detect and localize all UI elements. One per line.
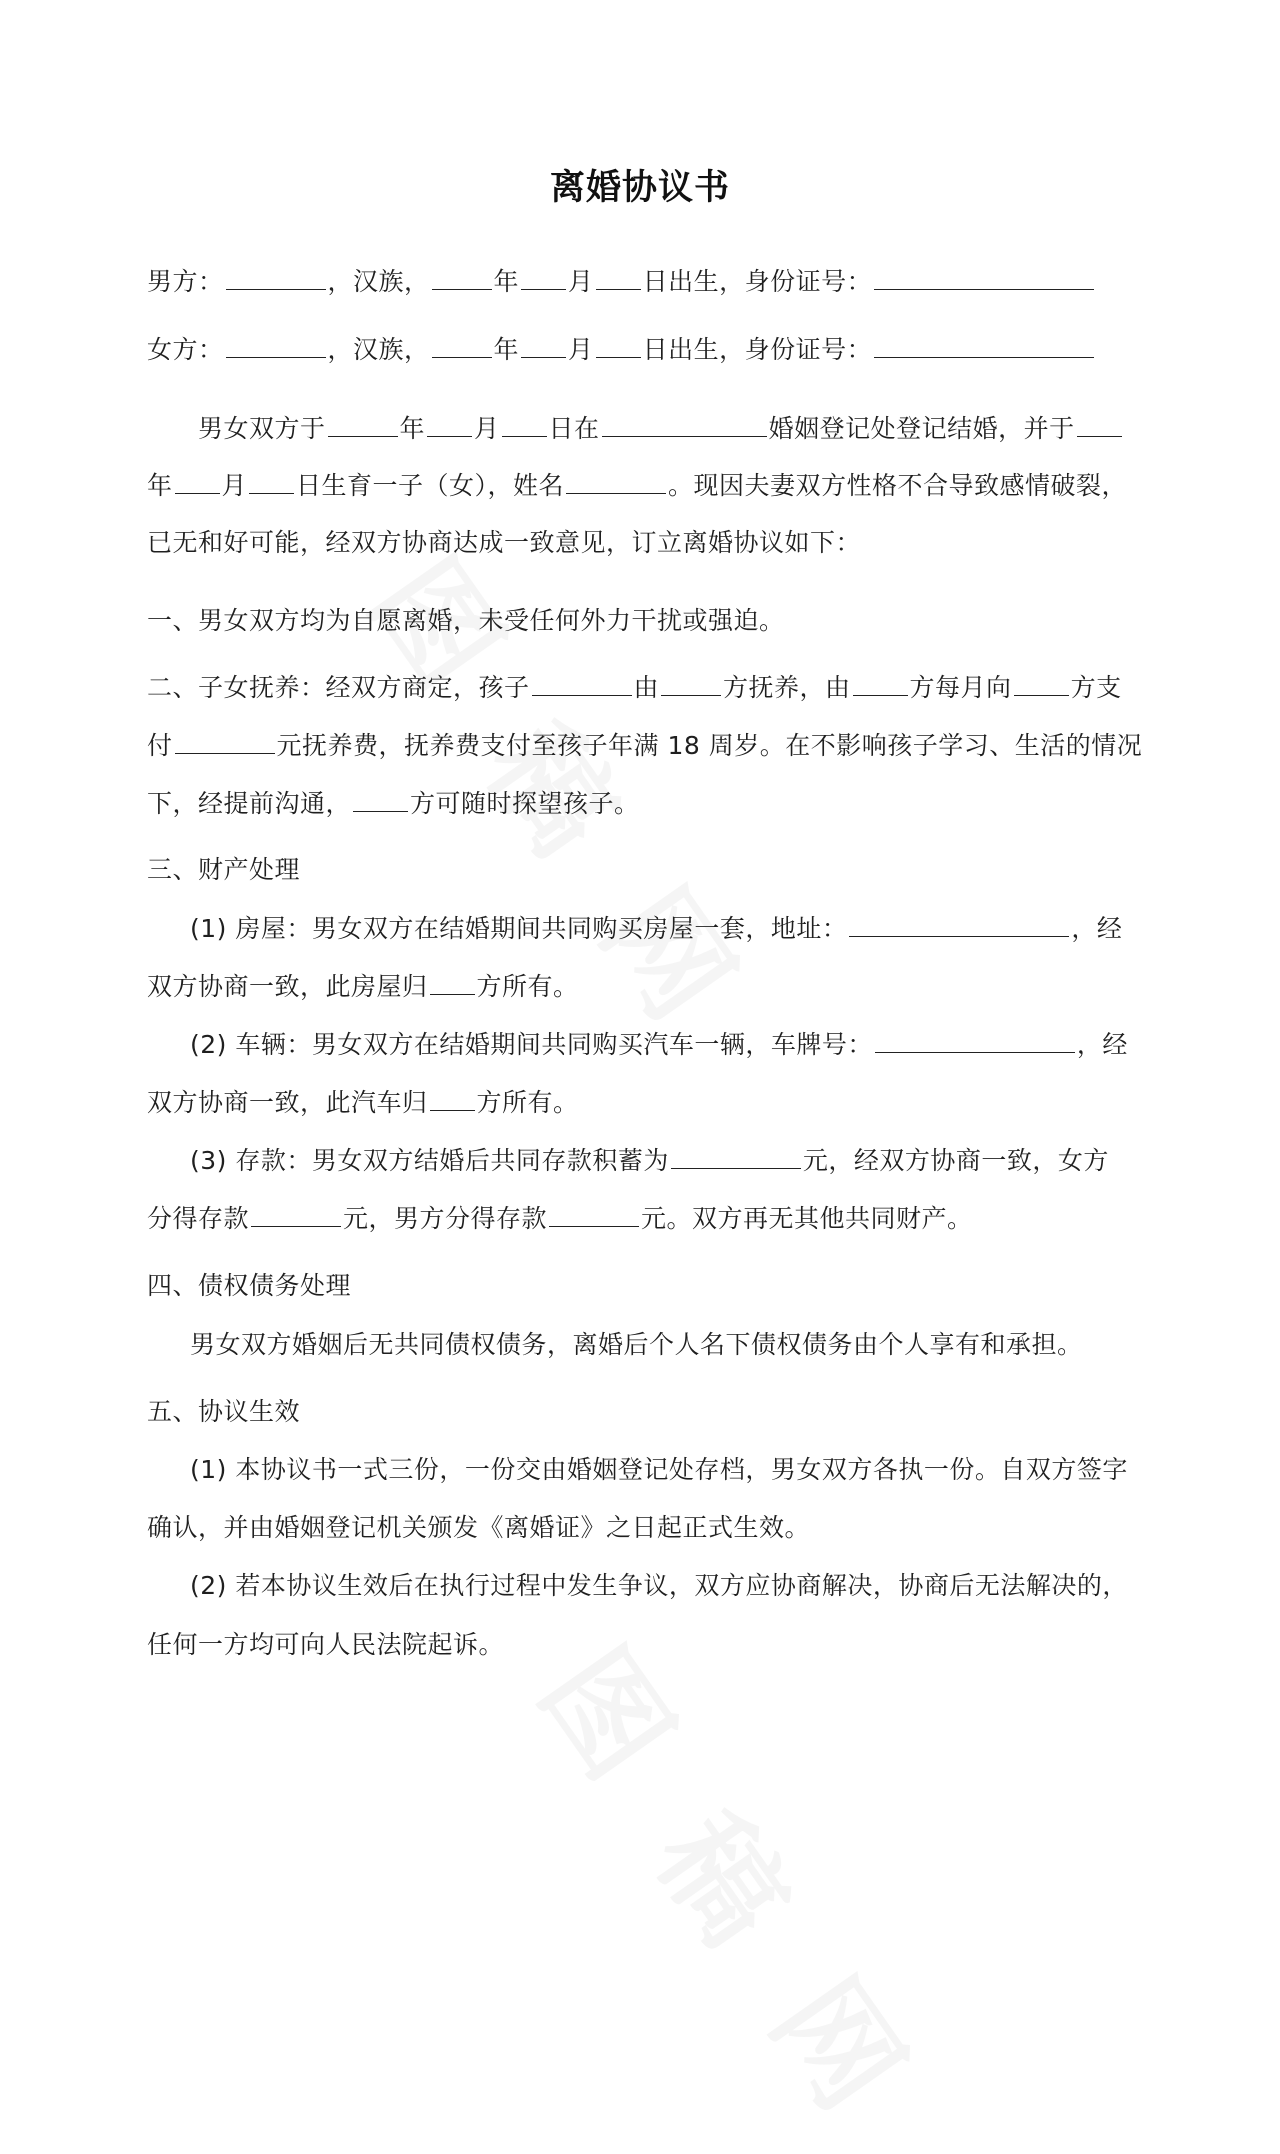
house-line-1 [190, 910, 1122, 947]
section-2-text: 方支 [1070, 673, 1122, 702]
female-id-blank[interactable] [874, 331, 1094, 358]
savings-text: 元。双方再无其他共同财产。 [641, 1204, 973, 1233]
female-savings-blank[interactable] [251, 1200, 341, 1227]
female-birth-day-blank[interactable] [596, 331, 641, 358]
car-text: 双方协商一致，此汽车归 [147, 1088, 428, 1117]
day-label: 日在 [548, 414, 600, 443]
section-4-text: 男女双方婚姻后无共同债权债务，离婚后个人名下债权债务由个人享有和承担。 [190, 1330, 1083, 1359]
savings-total-blank[interactable] [671, 1142, 801, 1169]
female-birth-year-blank[interactable] [432, 331, 492, 358]
child-blank[interactable] [532, 669, 632, 696]
year-label: 年 [493, 267, 520, 296]
intro-text: 日生育一子（女），姓名 [296, 471, 565, 500]
house-owner-blank[interactable] [430, 968, 475, 995]
intro-line-2 [147, 467, 1127, 504]
month-label: 月 [474, 414, 500, 443]
car-line-1 [190, 1026, 1128, 1063]
savings-text: 元，男方分得存款 [343, 1204, 548, 1233]
registry-office-blank[interactable] [602, 410, 767, 437]
document-title: 离婚协议书 [549, 167, 730, 208]
month-label: 月 [568, 267, 594, 296]
section-2-text: 方每月向 [909, 673, 1012, 702]
intro-text: 男女双方于 [198, 414, 326, 443]
male-label: 男方： [147, 267, 224, 296]
section-5-p2-line-1: (2) 若本协议生效后在执行过程中发生争议，双方应协商解决，协商后无法解决的， [190, 1571, 1128, 1600]
male-party-line [147, 263, 1096, 300]
year-label: 年 [493, 335, 520, 364]
section-5-heading: 五、协议生效 [147, 1397, 301, 1426]
section-2-line-3 [147, 785, 640, 822]
female-label: 女方： [147, 335, 224, 364]
year-label: 年 [147, 471, 173, 500]
plate-number-blank[interactable] [875, 1026, 1075, 1053]
intro-line-1 [198, 410, 1124, 447]
child-birth-day-blank[interactable] [249, 467, 294, 494]
savings-text: (3) 存款：男女双方结婚后共同存款积蓄为 [190, 1146, 669, 1175]
house-text: ，经 [1071, 914, 1123, 943]
child-birth-year-blank[interactable] [1077, 410, 1122, 437]
support-amount-blank[interactable] [175, 727, 275, 754]
car-text: ，经 [1076, 1030, 1128, 1059]
male-birth-day-blank[interactable] [596, 263, 641, 290]
section-2-text: 方抚养，由 [723, 673, 851, 702]
car-text: 方所有。 [476, 1088, 579, 1117]
house-text: (1) 房屋：男女双方在结婚期间共同购买房屋一套，地址： [190, 914, 848, 943]
savings-line-1 [190, 1142, 1109, 1179]
child-name-blank[interactable] [566, 467, 666, 494]
female-party-line [147, 331, 1096, 368]
section-5-p1-line-2: 确认，并由婚姻登记机关颁发《离婚证》之日起正式生效。 [147, 1513, 811, 1542]
section-5-p2-line-2: 任何一方均可向人民法院起诉。 [147, 1630, 505, 1659]
watermark-bottom [509, 1610, 962, 2154]
section-2-text: 元抚养费，抚养费支付至孩子年满 18 周岁。在不影响孩子学习、生活的情况 [276, 731, 1143, 760]
marriage-day-blank[interactable] [502, 410, 547, 437]
savings-text: 分得存款 [147, 1204, 250, 1233]
section-2-text: 方可随时探望孩子。 [410, 789, 640, 818]
birth-id-label: 日出生，身份证号： [642, 267, 873, 296]
intro-text: 婚姻登记处登记结婚，并于 [768, 414, 1075, 443]
car-line-2 [147, 1084, 579, 1121]
section-2-text: 下，经提前沟通， [147, 789, 352, 818]
year-label: 年 [399, 414, 426, 443]
male-birth-month-blank[interactable] [521, 263, 566, 290]
car-owner-blank[interactable] [430, 1084, 475, 1111]
month-label: 月 [221, 471, 248, 500]
receiving-party-blank[interactable] [1014, 669, 1069, 696]
marriage-month-blank[interactable] [427, 410, 472, 437]
intro-text: 。现因夫妻双方性格不合导致感情破裂， [668, 471, 1128, 500]
female-birth-month-blank[interactable] [521, 331, 566, 358]
marriage-year-blank[interactable] [328, 410, 398, 437]
section-2-heading: 二、子女抚养：经双方商定，孩子 [147, 673, 530, 702]
male-name-blank[interactable] [226, 263, 326, 290]
birth-id-label: 日出生，身份证号： [642, 335, 873, 364]
month-label: 月 [568, 335, 594, 364]
child-birth-month-blank[interactable] [175, 467, 220, 494]
section-4-heading: 四、债权债务处理 [147, 1271, 352, 1300]
section-2-line-1 [147, 669, 1122, 706]
car-text: (2) 车辆：男女双方在结婚期间共同购买汽车一辆，车牌号： [190, 1030, 873, 1059]
visiting-party-blank[interactable] [353, 785, 408, 812]
section-3-heading: 三、财产处理 [147, 855, 301, 884]
savings-line-2 [147, 1200, 973, 1237]
male-birth-year-blank[interactable] [432, 263, 492, 290]
savings-text: 元，经双方协商一致，女方 [802, 1146, 1109, 1175]
house-address-blank[interactable] [849, 910, 1069, 937]
section-5-p1-line-1: (1) 本协议书一式三份，一份交由婚姻登记处存档，男女双方各执一份。自双方签字 [190, 1455, 1128, 1484]
section-2-text: 由 [633, 673, 660, 702]
female-name-blank[interactable] [226, 331, 326, 358]
female-ethnicity: ，汉族， [327, 335, 430, 364]
paying-party-blank[interactable] [853, 669, 908, 696]
house-text: 方所有。 [476, 972, 579, 1001]
intro-line-3: 已无和好可能，经双方协商达成一致意见，订立离婚协议如下： [147, 528, 862, 557]
male-id-blank[interactable] [874, 263, 1094, 290]
male-savings-blank[interactable] [549, 1200, 639, 1227]
section-2-text: 付 [147, 731, 173, 760]
section-2-line-2 [147, 727, 1142, 764]
section-1: 一、男女双方均为自愿离婚，未受任何外力干扰或强迫。 [147, 606, 785, 635]
house-text: 双方协商一致，此房屋归 [147, 972, 428, 1001]
male-ethnicity: ，汉族， [327, 267, 430, 296]
house-line-2 [147, 968, 579, 1005]
custody-party-blank[interactable] [661, 669, 721, 696]
